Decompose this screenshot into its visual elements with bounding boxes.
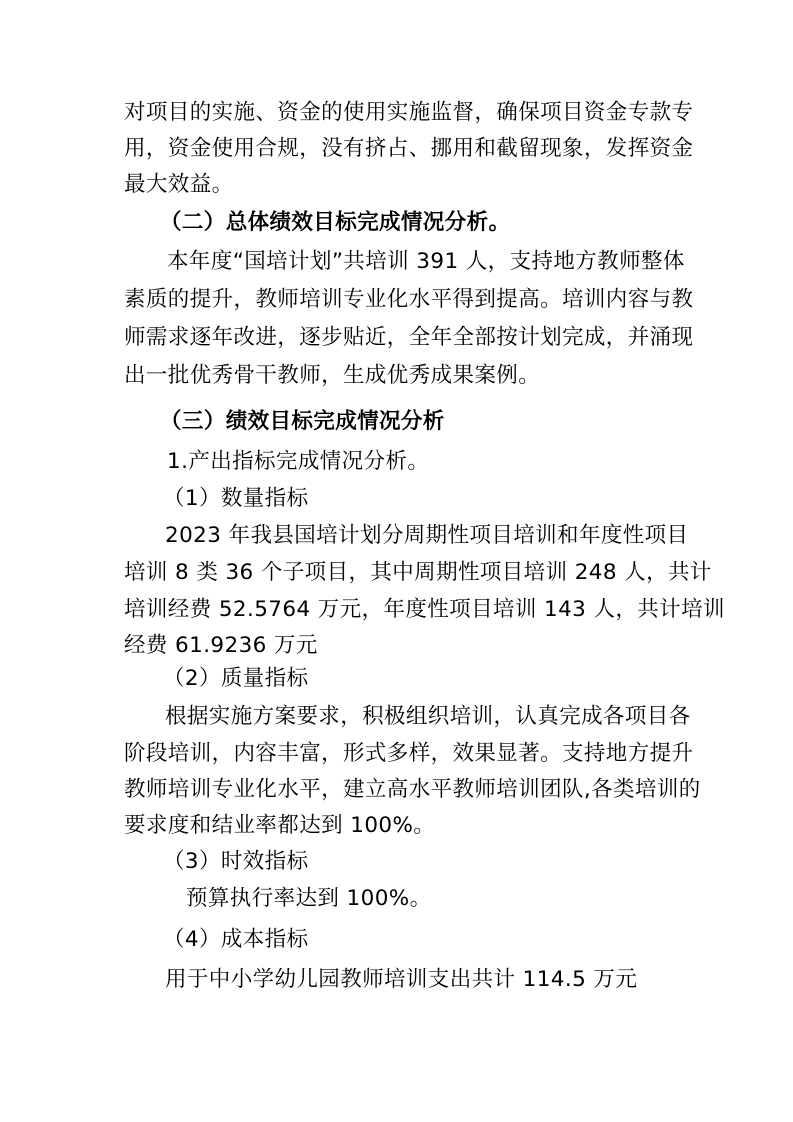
paragraph-line: 培训 8 类 36 个子项目，其中周期性项目培训 248 人，共计 [124,560,712,585]
paragraph-line: 要求度和结业率都达到 100%。 [124,813,436,838]
subsection-heading: （2）质量指标 [163,666,309,691]
paragraph-line: 经费 61.9236 万元 [124,633,318,658]
paragraph-line: 2023 年我县国培计划分周期性项目培训和年度性项目 [165,523,689,548]
paragraph-line: 培训经费 52.5764 万元，年度性项目培训 143 人，共计培训 [124,597,725,622]
subsection-heading: （1）数量指标 [163,486,309,511]
paragraph-line: 师需求逐年改进，逐步贴近，全年全部按计划完成，并涌现 [124,325,694,350]
paragraph-line: 素质的提升，教师培训专业化水平得到提高。培训内容与教 [124,287,694,312]
paragraph-line: 最大效益。 [124,172,234,197]
section-heading: （三）绩效目标完成情况分析 [160,409,445,434]
paragraph-line: 预算执行率达到 100%。 [186,886,432,911]
section-heading: （二）总体绩效目标完成情况分析。 [160,210,511,235]
paragraph-line: 对项目的实施、资金的使用实施监督，确保项目资金专款专 [124,100,694,125]
paragraph-line: 用，资金使用合规，没有挤占、挪用和截留现象，发挥资金 [124,136,694,161]
paragraph-line: 出一批优秀骨干教师，生成优秀成果案例。 [124,363,541,388]
paragraph-line: 根据实施方案要求，积极组织培训，认真完成各项目各 [165,704,691,729]
subsection-heading: （3）时效指标 [163,849,309,874]
paragraph-line: 教师培训专业化水平，建立高水平教师培训团队,各类培训的 [124,777,701,802]
subsection-heading: 1.产出指标完成情况分析。 [167,449,430,474]
paragraph-line: 本年度“国培计划”共培训 391 人，支持地方教师整体 [167,249,685,274]
paragraph-line: 阶段培训，内容丰富，形式多样，效果显著。支持地方提升 [124,741,694,766]
paragraph-line: 用于中小学幼儿园教师培训支出共计 114.5 万元 [165,967,638,992]
subsection-heading: （4）成本指标 [163,927,309,952]
